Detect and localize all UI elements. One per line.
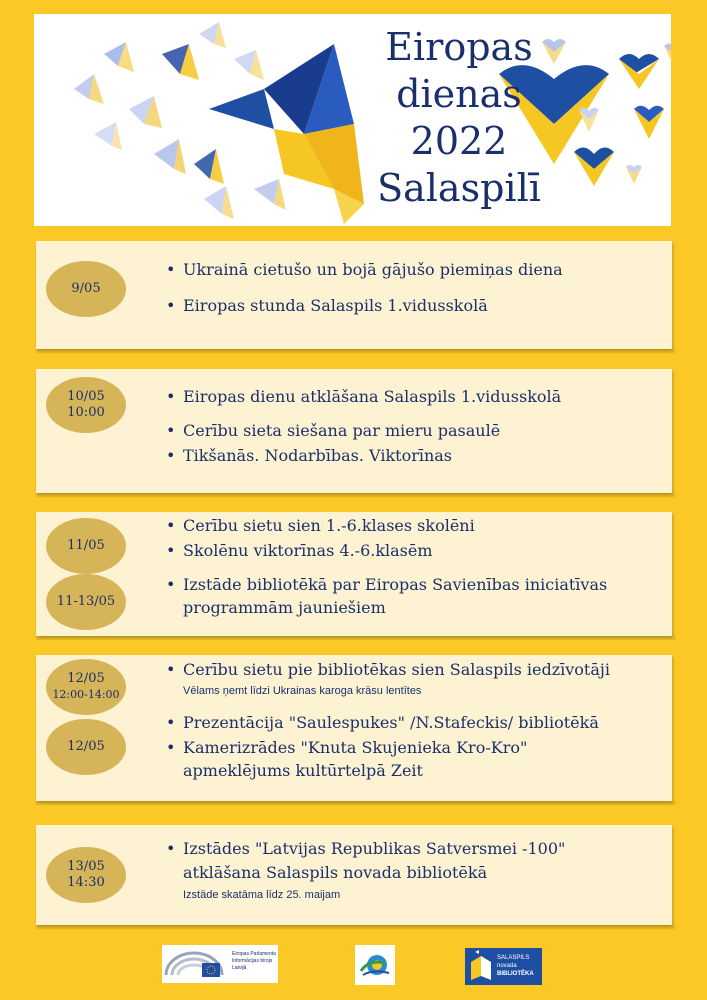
event-item: • Prezentācija "Saulespukes" /N.Stafeckis/ bibliotēkā [166, 711, 683, 734]
salaspils-library-logo [465, 948, 542, 985]
title-line: 2022 [410, 119, 508, 163]
logo-text: novada [497, 963, 517, 969]
logo-text: Eiropas Parlamenta [232, 951, 276, 957]
date-badge: 13/05 14:30 [46, 847, 126, 903]
date-badge: 11/05 [46, 518, 126, 574]
library-book-icon [467, 948, 497, 985]
event-item: • Kamerizrādes "Knuta Skujenieka Kro-Kro" [166, 736, 683, 759]
event-note: Izstāde skatāma līdz 25. maijam [183, 889, 341, 901]
european-parliament-logo [162, 945, 278, 983]
logo-text: SALASPILS [497, 955, 530, 961]
logo-text: Latvijā [232, 965, 247, 971]
event-card-10-05 [36, 369, 672, 493]
header-banner [34, 14, 671, 226]
event-item: • Eiropas dienu atklāšana Salaspils 1.vidusskolā [166, 385, 683, 408]
event-item: • Cerību sieta siešana par mieru pasaulē [166, 419, 683, 442]
event-item: • Eiropas stunda Salaspils 1.vidusskolā [166, 294, 683, 317]
event-note: Vēlams ņemt līdzi Ukrainas karoga krāsu lentītes [183, 685, 422, 697]
event-item-continued: apmeklējums kultūrtelpā Zeit [183, 761, 423, 780]
event-card-11-05 [36, 512, 672, 636]
date-badge: 12/05 12:00-14:00 [46, 659, 126, 715]
event-item: • Izstādes "Latvijas Republikas Satversmei -100" [166, 837, 683, 860]
event-item-continued: programmām jauniešiem [183, 598, 386, 617]
title-line: Salaspilī [377, 166, 541, 210]
origami-bird-icon [209, 44, 364, 224]
school-logo [355, 945, 395, 985]
event-item: • Cerību sietu pie bibliotēkas sien Salaspils iedzīvotāji [166, 658, 683, 681]
event-item: • Izstāde bibliotēkā par Eiropas Savienības iniciatīvas [166, 573, 683, 596]
title-line: dienas [396, 72, 522, 116]
logo-text: Informācijas birojs [232, 958, 273, 964]
event-item: • Skolēnu viktorīnas 4.-6.klasēm [166, 539, 683, 562]
date-badge: 9/05 [46, 261, 126, 317]
date-badge: 10/05 10:00 [46, 377, 126, 433]
event-item-continued: atklāšana Salaspils novada bibliotēkā [183, 863, 488, 882]
logo-text: BIBLIOTĒKA [497, 971, 534, 977]
event-card-12-05 [36, 655, 672, 801]
origami-birds-hearts-illustration [34, 14, 671, 226]
school-emblem-icon [355, 945, 395, 985]
date-badge: 11-13/05 [46, 574, 126, 630]
event-card-13-05 [36, 825, 672, 925]
event-item: • Cerību sietu sien 1.-6.klases skolēni [166, 514, 683, 537]
event-card-9-05 [36, 241, 672, 349]
title-line: Eiropas [385, 25, 533, 69]
page-title [374, 24, 544, 212]
date-badge: 12/05 [46, 719, 126, 775]
event-item: • Ukrainā cietušo un bojā gājušo piemiņas diena [166, 258, 683, 281]
event-item: • Tikšanās. Nodarbības. Viktorīnas [166, 444, 683, 467]
